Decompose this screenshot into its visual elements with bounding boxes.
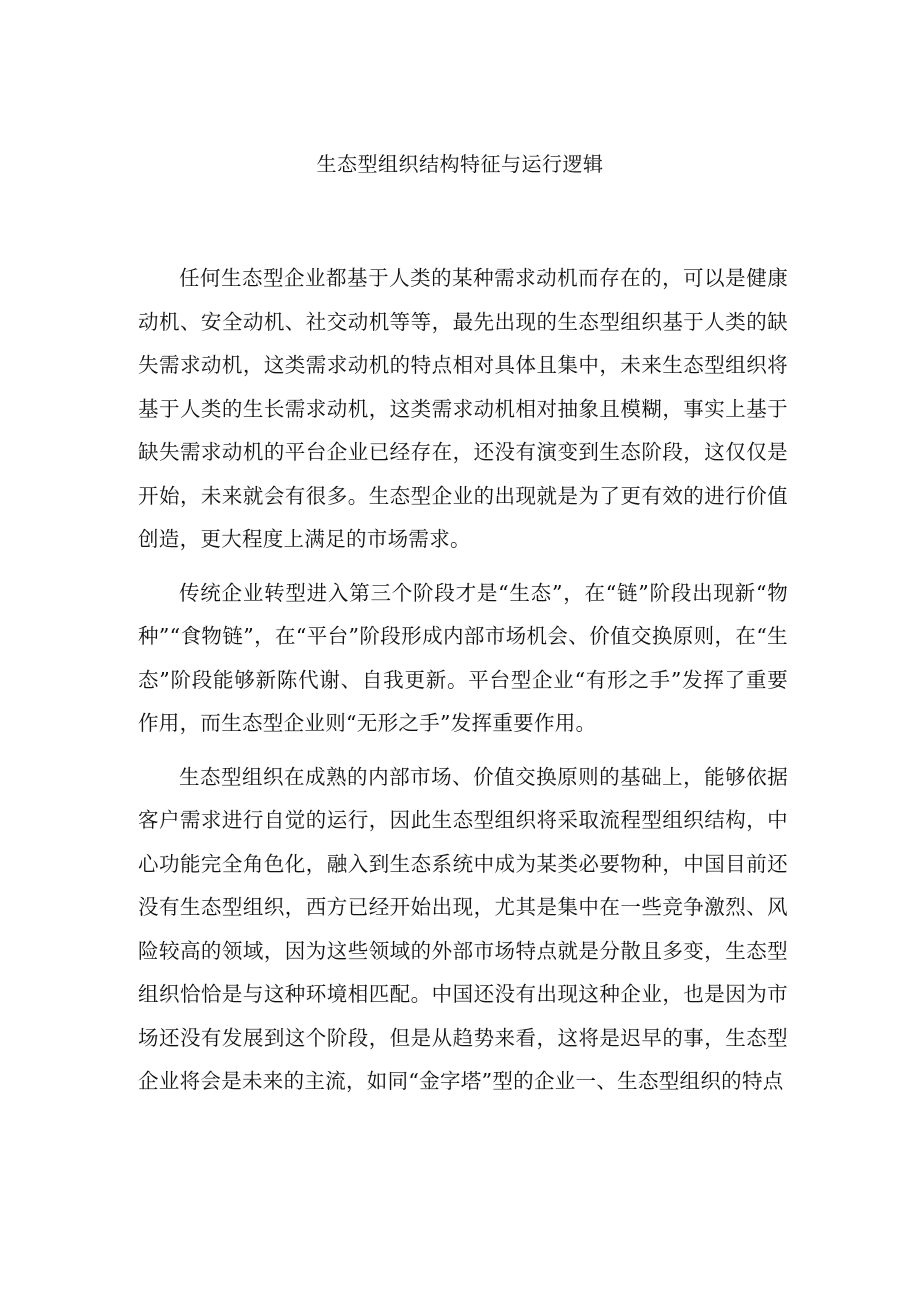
document-body — [138, 257, 788, 1114]
document-title: 生态型组织结构特征与运行逻辑 — [316, 152, 604, 176]
paragraph-2: 传统企业转型进入第三个阶段才是“生态”，在“链”阶段出现新“物种”“食物链”，在“平台”阶段形成内部市场机会、价值交换原则，在“生态”阶段能够新陈代谢、自我更新。平台型企业“有形之手”发挥了重要作用，而生态型企业则“无形之手”发挥重要作用。 — [138, 580, 788, 735]
paragraph-1: 任何生态型企业都基于人类的某种需求动机而存在的，可以是健康动机、安全动机、社交动机等等，最先出现的生态型组织基于人类的缺失需求动机，这类需求动机的特点相对具体且集中，未来生态型组织将基于人类的生长需求动机，这类需求动机相对抽象且模糊，事实上基于缺失需求动机的平台企业已经存在，还没有演变到生态阶段，这仅仅是开始，未来就会有很多。生态型企业的出现就是为了更有效的进行价值创造，更大程度上满足的市场需求。 — [138, 266, 788, 551]
paragraph-3: 生态型组织在成熟的内部市场、价值交换原则的基础上，能够依据客户需求进行自觉的运行，因此生态型组织将采取流程型组织结构，中心功能完全角色化，融入到生态系统中成为某类必要物种，中国目前还没有生态型组织，西方已经开始出现，尤其是集中在一些竞争激烈、风险较高的领域，因为这些领域的外部市场特点就是分散且多变，生态型组织恰恰是与这种环境相匹配。中国还没有出现这种企业，也是因为市场还没有发展到这个阶段，但是从趋势来看，这将是迟早的事，生态型企业将会是未来的主流，如同“金字塔”型的企业一、生态型组织的特点 — [138, 764, 788, 1093]
